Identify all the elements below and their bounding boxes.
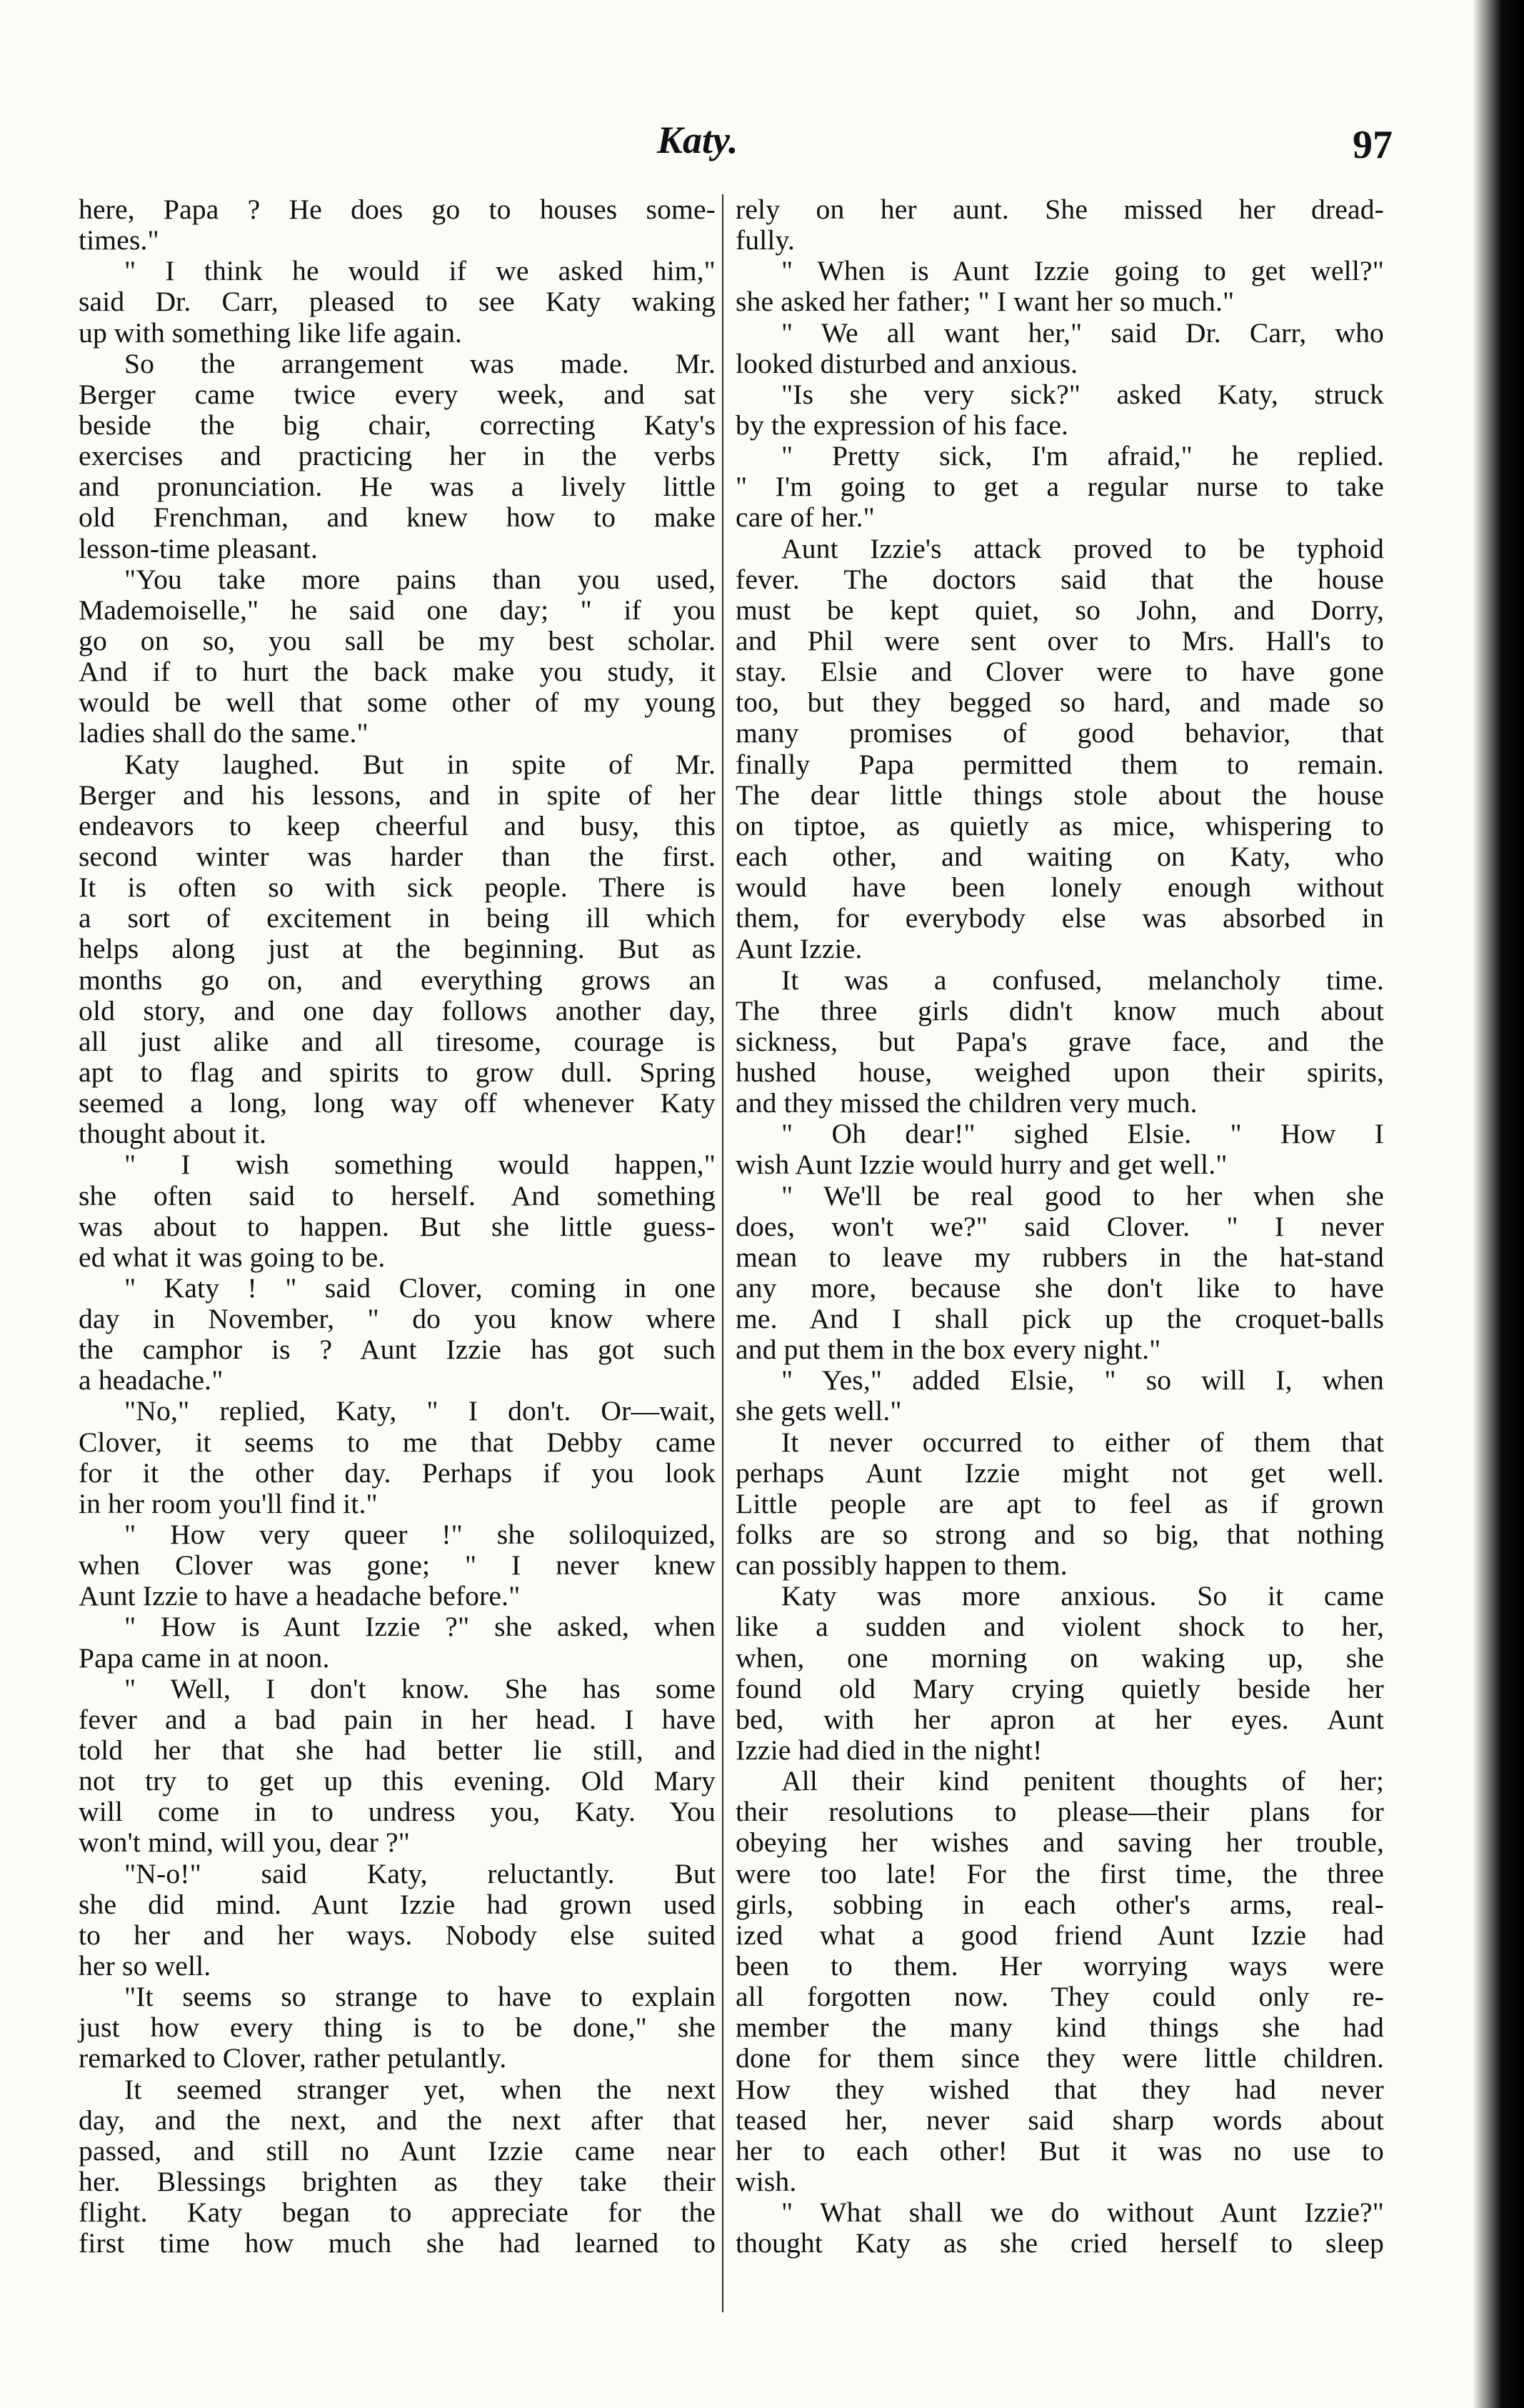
text-line: fever and a bad pain in her head. I have [79, 1703, 716, 1735]
text-line: Little people are apt to feel as if grown [736, 1487, 1384, 1519]
text-line: too, but they begged so hard, and made so [736, 686, 1384, 719]
page-number: 97 [1353, 123, 1393, 167]
text-line: So the arrangement was made. Mr. [124, 347, 716, 379]
text-line: she did mind. Aunt Izzie had grown used [79, 1888, 716, 1920]
text-line: day in November, " do you know where [79, 1303, 716, 1335]
text-line: It is often so with sick people. There is [79, 871, 716, 904]
text-line: she asked her father; " I want her so much." [736, 286, 1235, 318]
text-line: "No," replied, Katy, " I don't. Or—wait, [124, 1395, 716, 1427]
text-line: "It seems so strange to have to explain [124, 1981, 716, 2013]
text-line: " We'll be real good to her when she [781, 1179, 1384, 1212]
text-line: go on so, you sall be my best scholar. [79, 624, 716, 656]
text-line: the camphor is ? Aunt Izzie has got such [79, 1334, 716, 1366]
text-line: she often said to herself. And something [79, 1179, 716, 1212]
text-line: and pronunciation. He was a lively little [79, 471, 716, 503]
text-line: and Phil were sent over to Mrs. Hall's to [736, 624, 1384, 656]
text-line: It seemed stranger yet, when the next [124, 2073, 716, 2105]
text-line: remarked to Clover, rather petulantly. [79, 2042, 507, 2074]
text-line: not try to get up this evening. Old Mary [79, 1765, 716, 1797]
text-line: each other, and waiting on Katy, who [736, 840, 1384, 872]
text-line: care of her." [736, 501, 875, 534]
text-line: hushed house, weighed upon their spirits, [736, 1056, 1384, 1088]
text-line: them, for everybody else was absorbed in [736, 902, 1384, 934]
text-line: " How is Aunt Izzie ?" she asked, when [124, 1611, 716, 1643]
text-line: been to them. Her worrying ways were [736, 1950, 1384, 1982]
text-line: " How very queer !" she soliloquized, [124, 1519, 716, 1551]
text-line: obeying her wishes and saving her trouble, [736, 1827, 1384, 1859]
text-line: wish Aunt Izzie would hurry and get well." [736, 1149, 1228, 1181]
text-line: old story, and one day follows another day, [79, 994, 716, 1026]
text-line: months go on, and everything grows an [79, 964, 716, 996]
text-line: "Is she very sick?" asked Katy, struck [781, 378, 1384, 410]
text-line: were too late! For the first time, the three [736, 1857, 1384, 1889]
text-line: all just alike and all tiresome, courage is [79, 1025, 716, 1057]
text-line: " Oh dear!" sighed Elsie. " How I [781, 1118, 1384, 1150]
text-line: lesson-time pleasant. [79, 532, 319, 564]
text-line: Mademoiselle," he said one day; " if you [79, 594, 716, 626]
text-line: done for them since they were little children. [736, 2042, 1384, 2074]
text-line: by the expression of his face. [736, 409, 1069, 441]
text-line: girls, sobbing in each other's arms, real- [736, 1888, 1384, 1920]
text-line: day, and the next, and the next after that [79, 2104, 716, 2136]
text-line: Aunt Izzie's attack proved to be typhoid [781, 532, 1384, 564]
text-line: " Katy ! " said Clover, coming in one [124, 1272, 716, 1304]
text-line: Katy laughed. But in spite of Mr. [124, 748, 716, 780]
text-line: " We all want her," said Dr. Carr, who [781, 316, 1384, 349]
text-line: All their kind penitent thoughts of her; [781, 1765, 1384, 1797]
text-line: old Frenchman, and knew how to make [79, 501, 716, 534]
text-line: does, won't we?" said Clover. " I never [736, 1210, 1384, 1242]
text-line: thought Katy as she cried herself to sleep [736, 2227, 1384, 2259]
text-line: to her and her ways. Nobody else suited [79, 1919, 716, 1951]
text-line: and they missed the children very much. [736, 1087, 1198, 1119]
text-line: many promises of good behavior, that [736, 717, 1384, 749]
text-line: when, one morning on waking up, she [736, 1642, 1384, 1674]
text-line: endeavors to keep cheerful and busy, this [79, 809, 716, 841]
text-line: in her room you'll find it." [79, 1487, 378, 1519]
text-line: Berger came twice every week, and sat [79, 378, 716, 410]
text-line: she gets well." [736, 1395, 902, 1427]
page-binding-shadow [1474, 0, 1524, 2408]
text-line: fully. [736, 224, 795, 256]
text-line: " What shall we do without Aunt Izzie?" [781, 2197, 1384, 2229]
text-line: And if to hurt the back make you study, it [79, 656, 716, 688]
text-line: bed, with her apron at her eyes. Aunt [736, 1703, 1384, 1735]
text-line: me. And I shall pick up the croquet-balls [736, 1303, 1384, 1335]
text-line: for it the other day. Perhaps if you look [79, 1457, 716, 1489]
text-line: exercises and practicing her in the verbs [79, 440, 716, 472]
text-line: Clover, it seems to me that Debby came [79, 1426, 716, 1458]
text-line: "N-o!" said Katy, reluctantly. But [124, 1857, 716, 1889]
text-line: looked disturbed and anxious. [736, 347, 1078, 379]
text-line: sickness, but Papa's grave face, and the [736, 1025, 1384, 1057]
text-line: " Yes," added Elsie, " so will I, when [781, 1364, 1384, 1397]
text-line: folks are so strong and so big, that nothing [736, 1519, 1384, 1551]
text-line: How they wished that they had never [736, 2073, 1384, 2105]
text-line: here, Papa ? He does go to houses some- [79, 194, 716, 225]
text-line: and put them in the box every night." [736, 1334, 1161, 1366]
text-line: " Well, I don't know. She has some [124, 1672, 716, 1704]
text-line: Katy was more anxious. So it came [781, 1580, 1384, 1612]
right-text-column [736, 194, 1384, 2259]
text-line: " I'm going to get a regular nurse to take [736, 471, 1384, 503]
text-line: second winter was harder than the first. [79, 840, 716, 872]
text-line: teased her, never said sharp words about [736, 2104, 1384, 2136]
text-line: their resolutions to please—their plans for [736, 1796, 1384, 1828]
column-divider [722, 194, 723, 2312]
text-line: a headache." [79, 1364, 224, 1397]
page-header [71, 118, 1393, 182]
text-line: The dear little things stole about the house [736, 779, 1384, 811]
text-line: all forgotten now. They could only re- [736, 1981, 1384, 2013]
running-title: Katy. [657, 119, 738, 161]
text-line: would have been lonely enough without [736, 871, 1384, 904]
text-line: Papa came in at noon. [79, 1642, 330, 1674]
text-line: times." [79, 224, 159, 256]
text-line: any more, because she don't like to have [736, 1272, 1384, 1304]
text-line: beside the big chair, correcting Katy's [79, 409, 716, 441]
text-line: member the many kind things she had [736, 2012, 1384, 2044]
text-line: perhaps Aunt Izzie might not get well. [736, 1457, 1384, 1489]
text-line: Berger and his lessons, and in spite of her [79, 779, 716, 811]
text-line: Aunt Izzie to have a headache before." [79, 1580, 521, 1612]
text-line: when Clover was gone; " I never knew [79, 1549, 716, 1582]
text-line: wish. [736, 2166, 797, 2197]
text-line: on tiptoe, as quietly as mice, whispering to [736, 809, 1384, 841]
text-line: " Pretty sick, I'm afraid," he replied. [781, 440, 1384, 472]
text-line: apt to flag and spirits to grow dull. Spring [79, 1056, 716, 1088]
text-line: ladies shall do the same." [79, 717, 369, 749]
text-line: up with something like life again. [79, 316, 463, 349]
text-line: It never occurred to either of them that [781, 1426, 1384, 1458]
text-line: finally Papa permitted them to remain. [736, 748, 1384, 780]
text-line: The three girls didn't know much about [736, 994, 1384, 1026]
text-line: like a sudden and violent shock to her, [736, 1611, 1384, 1643]
text-line: stay. Elsie and Clover were to have gone [736, 656, 1384, 688]
text-line: Aunt Izzie. [736, 933, 863, 965]
text-line: would be well that some other of my young [79, 686, 716, 719]
text-line: her to each other! But it was no use to [736, 2134, 1384, 2167]
text-line: thought about it. [79, 1118, 267, 1150]
text-line: flight. Katy began to appreciate for the [79, 2197, 716, 2229]
text-line: helps along just at the beginning. But as [79, 933, 716, 965]
text-line: her. Blessings brighten as they take their [79, 2166, 716, 2197]
text-line: told her that she had better lie still, and [79, 1734, 716, 1767]
left-text-column [79, 194, 716, 2259]
text-line: rely on her aunt. She missed her dread- [736, 194, 1384, 225]
text-line: ized what a good friend Aunt Izzie had [736, 1919, 1384, 1951]
text-line: just how every thing is to be done," she [79, 2012, 716, 2044]
text-line: " I wish something would happen," [124, 1149, 716, 1181]
text-line: a sort of excitement in being ill which [79, 902, 716, 934]
text-line: Izzie had died in the night! [736, 1734, 1043, 1767]
text-line: passed, and still no Aunt Izzie came near [79, 2134, 716, 2167]
text-line: It was a confused, melancholy time. [781, 964, 1384, 996]
text-line: mean to leave my rubbers in the hat-stand [736, 1241, 1384, 1273]
text-line: said Dr. Carr, pleased to see Katy waking [79, 286, 716, 318]
text-line: " I think he would if we asked him," [124, 255, 716, 287]
text-line: was about to happen. But she little guess- [79, 1210, 716, 1242]
text-line: ed what it was going to be. [79, 1241, 386, 1273]
text-line: seemed a long, long way off whenever Katy [79, 1087, 716, 1119]
text-line: "You take more pains than you used, [124, 563, 716, 595]
text-line: " When is Aunt Izzie going to get well?" [781, 255, 1384, 287]
text-line: fever. The doctors said that the house [736, 563, 1384, 595]
text-line: her so well. [79, 1950, 211, 1982]
text-line: will come in to undress you, Katy. You [79, 1796, 716, 1828]
text-line: first time how much she had learned to [79, 2227, 716, 2259]
text-line: can possibly happen to them. [736, 1549, 1068, 1582]
text-line: must be kept quiet, so John, and Dorry, [736, 594, 1384, 626]
text-line: won't mind, will you, dear ?" [79, 1827, 411, 1859]
text-line: found old Mary crying quietly beside her [736, 1672, 1384, 1704]
